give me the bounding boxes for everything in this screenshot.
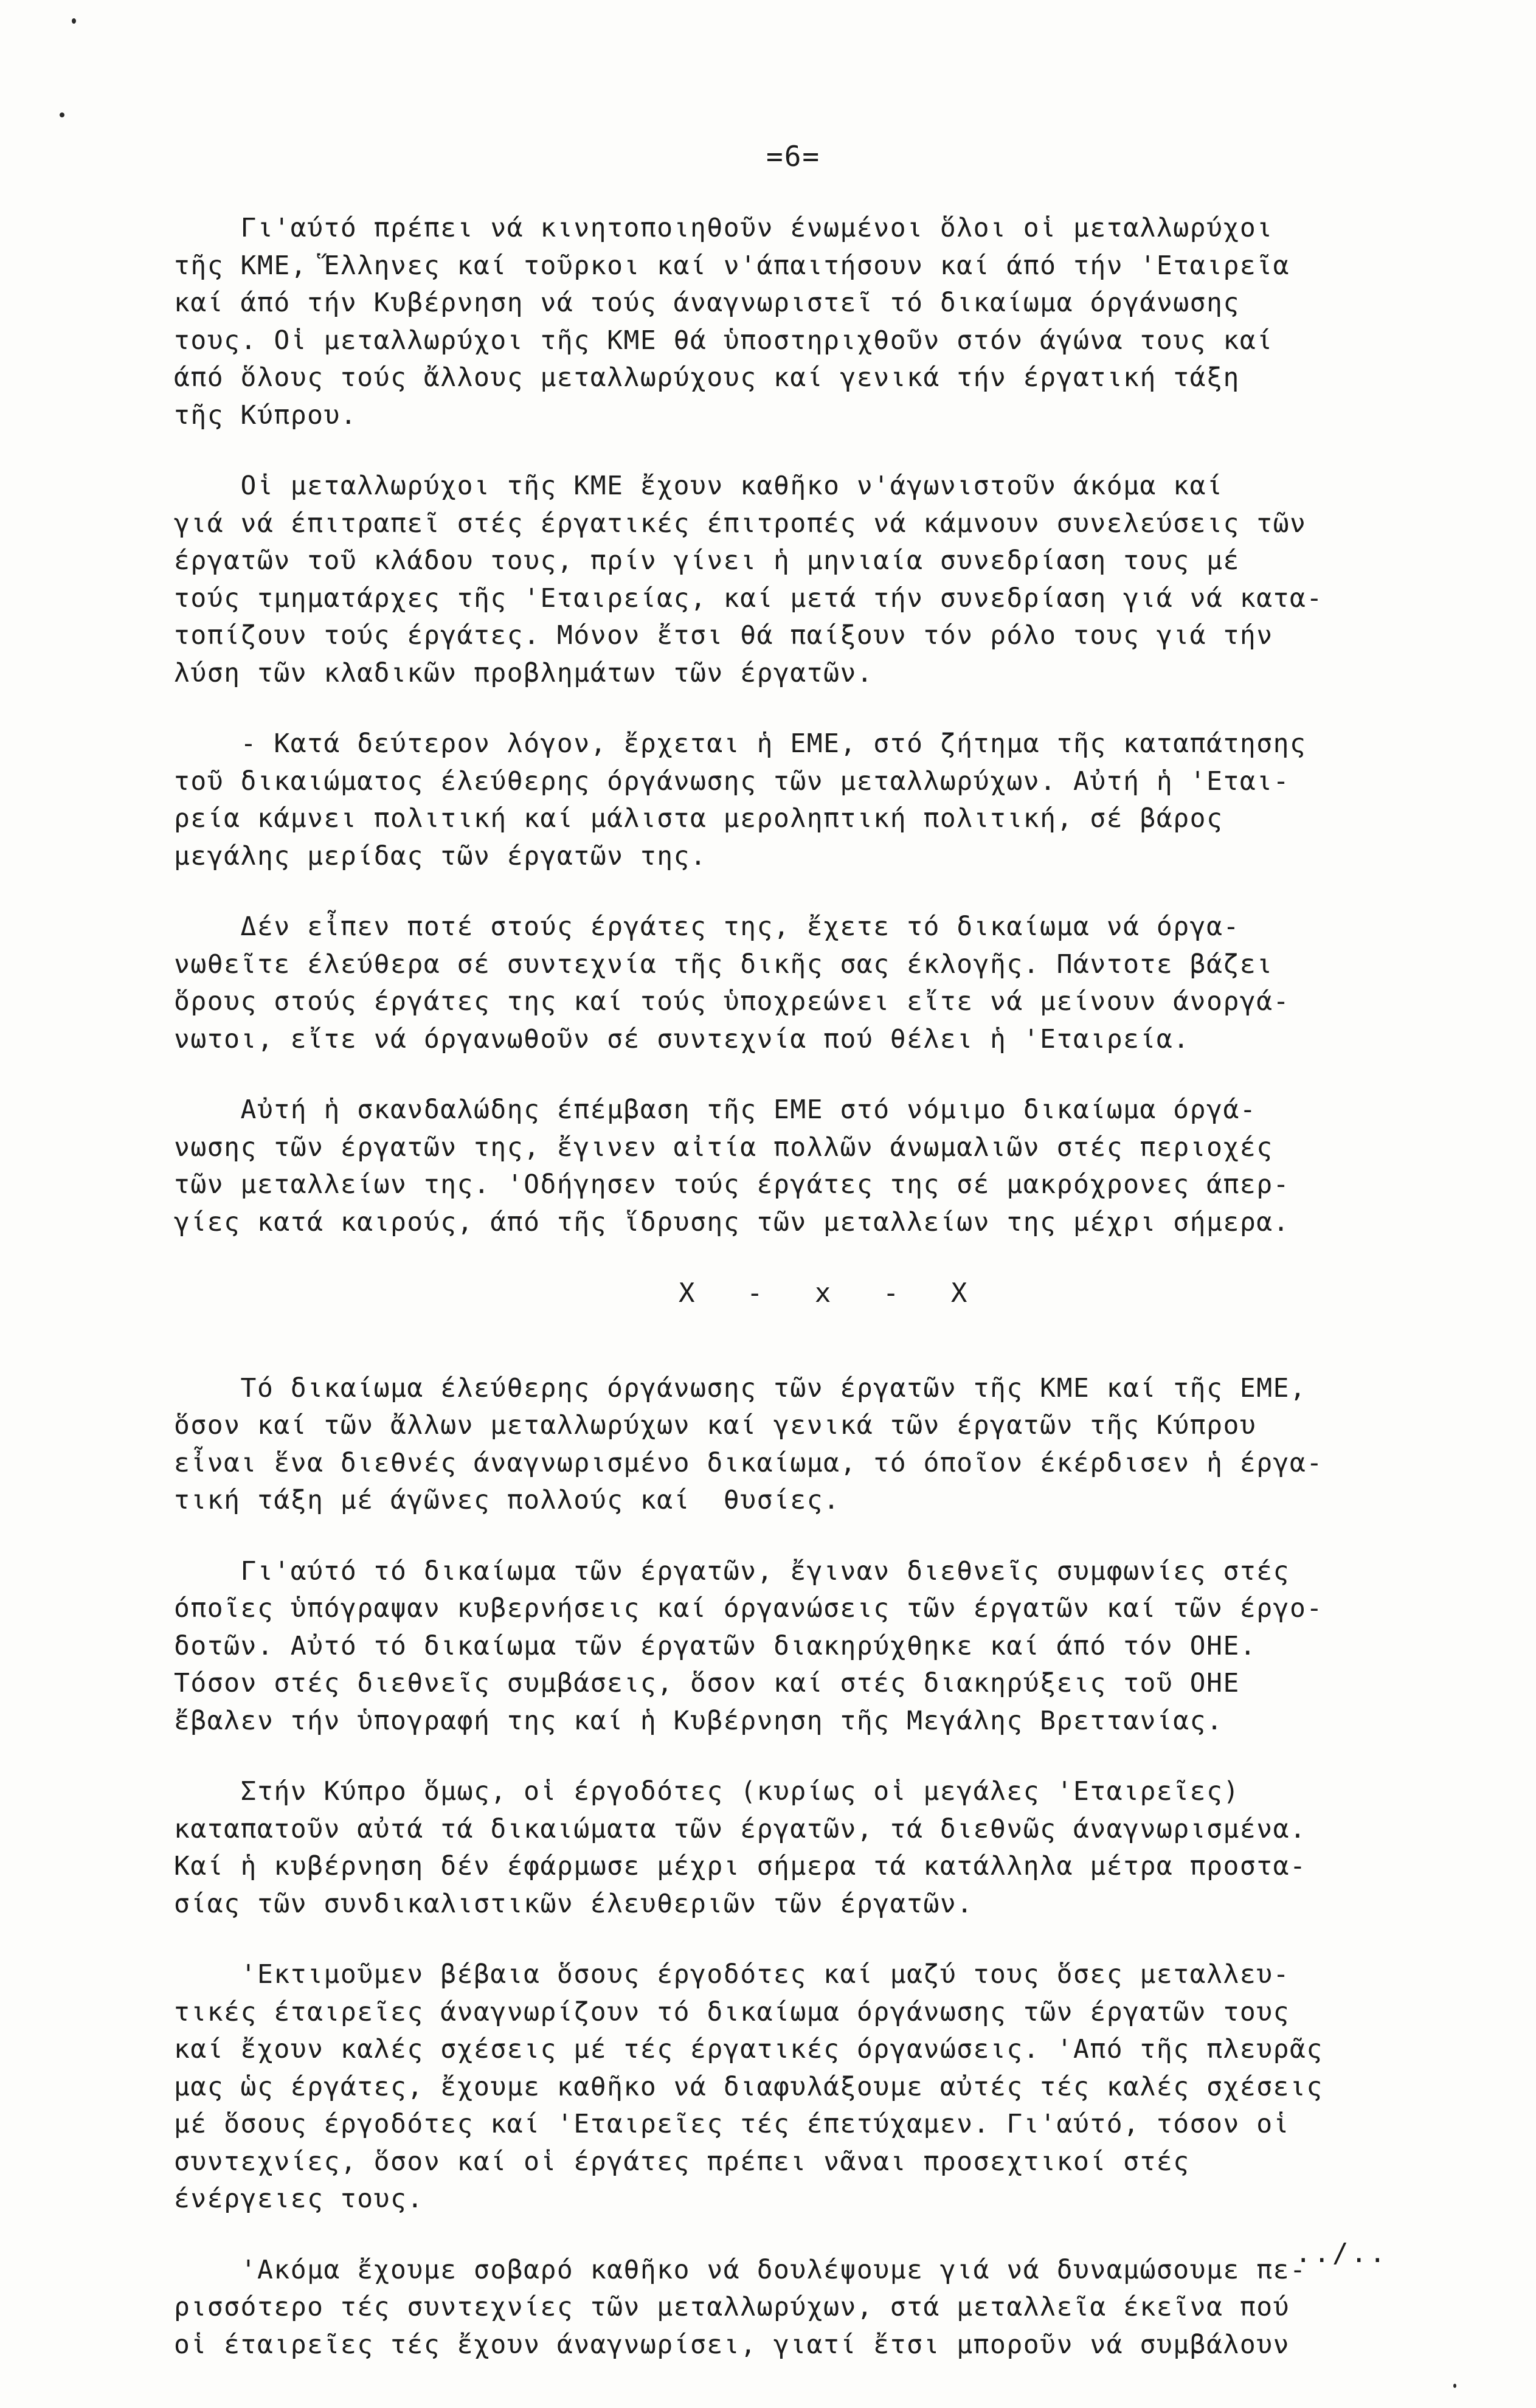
- text-line: ρεία κάμνει πολιτική καί μάλιστα μεροληπτική πολιτική, σέ βάρος: [174, 803, 1223, 834]
- text-line: ἔβαλεν τήν ὑπογραφή της καί ἡ Κυβέρνηση τῆς Μεγάλης Βρεττανίας.: [174, 1705, 1223, 1736]
- paragraph: [174, 1370, 1439, 1520]
- paragraph: [174, 1092, 1439, 1241]
- text-line: μεγάλης μερίδας τῶν έργατῶν της.: [174, 840, 707, 871]
- paragraphs-after-separator: [174, 1370, 1439, 2364]
- text-line: ρισσότερο τές συντεχνίες τῶν μεταλλωρύχων, στά μεταλλεῖα έκεῖνα πού: [174, 2292, 1290, 2322]
- text-line: Οἱ μεταλλωρύχοι τῆς ΚΜΕ ἔχουν καθῆκο ν'άγωνιστοῦν άκόμα καί: [174, 471, 1223, 501]
- text-line: 'Εκτιμοῦμεν βέβαια ὅσους έργοδότες καί μαζύ τους ὅσες μεταλλευ-: [174, 1959, 1290, 1990]
- text-line: - Κατά δεύτερον λόγον, ἔρχεται ἡ ΕΜΕ, στό ζήτημα τῆς καταπάτησης: [174, 728, 1307, 759]
- paragraph: [174, 725, 1439, 875]
- text-line: Γι'αύτό πρέπει νά κινητοποιηθοῦν ένωμένοι ὅλοι οἱ μεταλλωρύχοι: [174, 213, 1273, 243]
- text-line: εἶναι ἕνα διεθνές άναγνωρισμένο δικαίωμα, τό όποῖον έκέρδισεν ἡ έργα-: [174, 1447, 1323, 1478]
- scan-speck: [1453, 2384, 1456, 2388]
- text-line: καί άπό τήν Κυβέρνηση νά τούς άναγνωριστεῖ τό δικαίωμα όργάνωσης: [174, 288, 1240, 318]
- paragraphs-before-separator: [174, 210, 1439, 1241]
- text-line: τοῦ δικαιώματος έλεύθερης όργάνωσης τῶν μεταλλωρύχων. Αὐτή ἡ 'Εται-: [174, 766, 1290, 797]
- text-line: τῆς ΚΜΕ, Ἕλληνες καί τοῦρκοι καί ν'άπαιτήσουν καί άπό τήν 'Εταιρεῖα: [174, 250, 1290, 281]
- text-line: Στήν Κύπρο ὅμως, οἱ έργοδότες (κυρίως οἱ μεγάλες 'Εταιρεῖες): [174, 1776, 1240, 1807]
- text-line: λύση τῶν κλαδικῶν προβλημάτων τῶν έργατῶν.: [174, 657, 874, 688]
- paragraph: [174, 1773, 1439, 1923]
- text-line: όποῖες ὑπόγραψαν κυβερνήσεις καί όργανώσεις τῶν έργατῶν καί τῶν έργο-: [174, 1593, 1323, 1624]
- scan-speck: [72, 18, 76, 24]
- text-line: νωτοι, εἴτε νά όργανωθοῦν σέ συντεχνία πού θέλει ἡ 'Εταιρεία.: [174, 1023, 1190, 1054]
- text-line: Καί ἡ κυβέρνηση δέν έφάρμωσε μέχρι σήμερα τά κατάλληλα μέτρα προστα-: [174, 1851, 1307, 1881]
- text-line: γίες κατά καιρούς, άπό τῆς ἵδρυσης τῶν μεταλλείων της μέχρι σήμερα.: [174, 1206, 1290, 1237]
- text-line: Γι'αύτό τό δικαίωμα τῶν έργατῶν, ἔγιναν διεθνεῖς συμφωνίες στές: [174, 1555, 1290, 1586]
- paragraph: [174, 1956, 1439, 2218]
- scan-speck: [60, 112, 64, 117]
- paragraph: [174, 908, 1439, 1058]
- text-line: Τόσον στές διεθνεῖς συμβάσεις, ὅσον καί στές διακηρύξεις τοῦ ΟΗΕ: [174, 1668, 1240, 1698]
- text-line: τῶν μεταλλείων της. 'Οδήγησεν τούς έργάτες της σέ μακρόχρονες άπερ-: [174, 1169, 1290, 1200]
- text-line: καί ἔχουν καλές σχέσεις μέ τές έργατικές όργανώσεις. 'Από τῆς πλευρᾶς: [174, 2034, 1323, 2064]
- document-body: [174, 210, 1439, 2397]
- continuation-mark: ../..: [1295, 2238, 1388, 2269]
- text-line: Αὐτή ἡ σκανδαλώδης έπέμβαση τῆς ΕΜΕ στό νόμιμο δικαίωμα όργά-: [174, 1095, 1257, 1125]
- section-separator: X - x - X: [679, 1278, 968, 1309]
- text-line: νωσης τῶν έργατῶν της, ἔγινεν αἰτία πολλῶν άνωμαλιῶν στές περιοχές: [174, 1132, 1273, 1163]
- text-line: άπό ὅλους τούς ἄλλους μεταλλωρύχους καί γενικά τήν έργατική τάξη: [174, 362, 1240, 393]
- text-line: 'Ακόμα ἔχουμε σοβαρό καθῆκο νά δουλέψουμε γιά νά δυναμώσουμε πε-: [174, 2254, 1307, 2285]
- text-line: μας ὡς έργάτες, ἔχουμε καθῆκο νά διαφυλάξουμε αὐτές τές καλές σχέσεις: [174, 2071, 1323, 2102]
- text-line: τῆς Κύπρου.: [174, 400, 358, 431]
- text-line: οἱ έταιρεῖες τές ἔχουν άναγνωρίσει, γιατί ἔτσι μποροῦν νά συμβάλουν: [174, 2329, 1290, 2360]
- paragraph: [174, 2252, 1439, 2364]
- text-line: τική τάξη μέ άγῶνες πολλούς καί θυσίες.: [174, 1485, 840, 1515]
- text-line: τους. Οἱ μεταλλωρύχοι τῆς ΚΜΕ θά ὑποστηριχθοῦν στόν άγώνα τους καί: [174, 325, 1273, 356]
- text-line: τικές έταιρεῖες άναγνωρίζουν τό δικαίωμα όργάνωσης τῶν έργατῶν τους: [174, 1996, 1290, 2027]
- text-line: τοπίζουν τούς έργάτες. Μόνον ἔτσι θά παίξουν τόν ρόλο τους γιά τήν: [174, 620, 1273, 651]
- text-line: ένέργειες τους.: [174, 2184, 424, 2214]
- text-line: Τό δικαίωμα έλεύθερης όργάνωσης τῶν έργατῶν τῆς ΚΜΕ καί τῆς ΕΜΕ,: [174, 1372, 1307, 1403]
- paragraph: [174, 210, 1439, 434]
- text-line: νωθεῖτε έλεύθερα σέ συντεχνία τῆς δικῆς σας έκλογῆς. Πάντοτε βάζει: [174, 949, 1273, 980]
- page-number: =6=: [766, 140, 821, 173]
- text-line: τούς τμηματάρχες τῆς 'Εταιρείας, καί μετά τήν συνεδρίαση γιά νά κατα-: [174, 583, 1323, 614]
- text-line: συντεχνίες, ὅσον καί οἱ έργάτες πρέπει νᾶναι προσεχτικοί στές: [174, 2146, 1190, 2177]
- text-line: έργατῶν τοῦ κλάδου τους, πρίν γίνει ἡ μηνιαία συνεδρίαση τους μέ: [174, 545, 1240, 576]
- paragraph: [174, 1553, 1439, 1740]
- text-line: ὅρους στούς έργάτες της καί τούς ὑποχρεώνει εἴτε νά μείνουν άνοργά-: [174, 986, 1290, 1017]
- text-line: δοτῶν. Αὐτό τό δικαίωμα τῶν έργατῶν διακηρύχθηκε καί άπό τόν ΟΗΕ.: [174, 1630, 1257, 1661]
- text-line: Δέν εἶπεν ποτέ στούς έργάτες της, ἔχετε τό δικαίωμα νά όργα-: [174, 912, 1240, 942]
- text-line: γιά νά έπιτραπεῖ στές έργατικές έπιτροπές νά κάμνουν συνελεύσεις τῶν: [174, 508, 1307, 539]
- text-line: ὅσον καί τῶν ἄλλων μεταλλωρύχων καί γενικά τῶν έργατῶν τῆς Κύπρου: [174, 1410, 1257, 1441]
- paragraph: [174, 468, 1439, 692]
- text-line: καταπατοῦν αὐτά τά δικαιώματα τῶν έργατῶν, τά διεθνῶς άναγνωρισμένα.: [174, 1813, 1307, 1844]
- text-line: σίας τῶν συνδικαλιστικῶν έλευθεριῶν τῶν έργατῶν.: [174, 1888, 974, 1919]
- text-line: μέ ὅσους έργοδότες καί 'Εταιρεῖες τές έπετύχαμεν. Γι'αύτό, τόσον οἱ: [174, 2109, 1290, 2139]
